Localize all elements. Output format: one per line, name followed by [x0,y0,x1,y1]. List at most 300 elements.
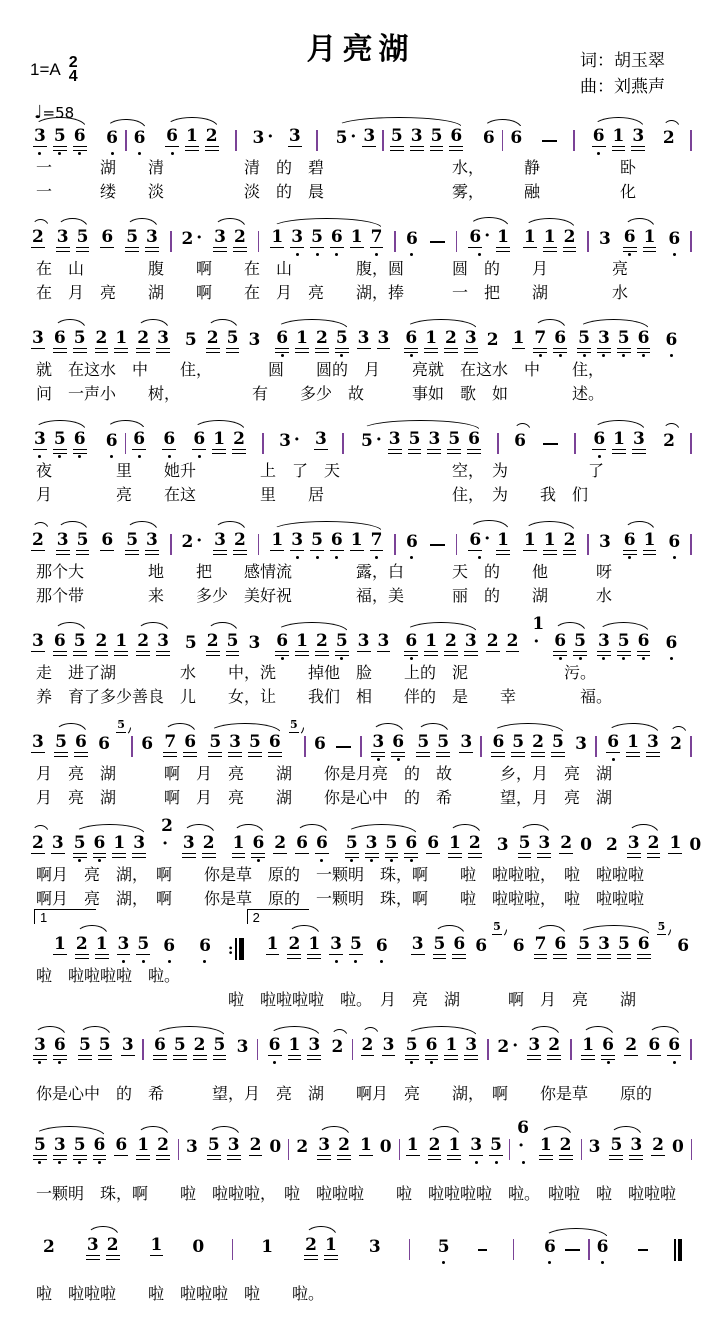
second-underline [86,1259,100,1260]
second-underline [112,857,126,858]
barline [690,1039,692,1060]
note: 6 [622,227,638,257]
slur-group [50,631,90,661]
slur-group [205,732,284,762]
note: 2 [204,126,220,156]
second-underline [73,352,87,353]
note: 3 [288,126,301,146]
note: 5 [334,328,350,358]
second-underline [491,756,505,757]
second-underline [424,352,438,353]
second-underline [226,655,240,656]
note: 3 [212,227,228,257]
second-underline [404,655,418,656]
second-underline [534,958,548,959]
note: 3 [368,1237,381,1257]
second-underline [185,150,199,151]
second-underline [416,756,430,757]
lyrics-line: 一颗明 珠，啊 啦 啦啦啦， 啦 啦啦啦 啦 啦啦啦啦 啦。 啦啦 啦 啦啦啦 [36,1186,677,1203]
low-octave-dot [98,1161,101,1164]
slur-group [624,833,664,863]
second-underline [553,958,567,959]
low-octave-dot [475,1161,478,1164]
barline [399,1139,400,1160]
note: 1 [271,530,284,550]
barline [487,1039,489,1060]
tie-arc [663,423,680,431]
barline [316,130,318,151]
note: 3 [382,1035,395,1055]
note: 1 [642,227,658,257]
note: 6 [663,330,679,358]
note: 1 [287,1035,303,1065]
low-octave-dot [138,455,141,458]
note: 6 [605,732,621,762]
note: 6 [648,1035,661,1055]
second-underline [496,554,510,555]
note: 5 [72,1135,88,1165]
low-octave-dot [390,859,393,862]
note: 3 [599,532,611,552]
note: 2 [530,732,546,762]
low-octave-dot [296,253,299,256]
note: 6 [274,631,290,661]
low-octave-dot [628,556,631,559]
note: 3 [357,631,370,651]
second-underline [54,756,68,757]
second-underline [609,1159,623,1160]
dash-extension [543,443,558,445]
slur-group [578,1035,618,1065]
second-underline [95,655,109,656]
low-octave-dot [340,354,343,357]
note: 6 [403,328,419,358]
barline [570,1039,572,1060]
tie-arc [663,120,680,128]
dash-extension [542,140,557,142]
note: 5 [446,429,462,459]
second-underline [601,1059,615,1060]
note: 3 [32,429,48,459]
note: 3 [155,328,171,358]
note: 6 [296,833,308,853]
key-label: 1=A [30,60,61,79]
note: 5 [517,833,533,863]
tie-arc [32,219,49,227]
second-underline [531,756,545,757]
low-octave-dot [579,657,582,660]
note: 6 [552,328,568,358]
note: 2 [30,227,46,257]
second-underline [156,1159,170,1160]
note: 5 [510,732,526,762]
lyrics-line: 养 育了多少善良 儿 女，让 我们 相 伴的 是 幸 福。 [36,689,613,706]
note: 6 [595,1237,611,1265]
note: 6 [390,732,406,762]
second-underline [573,655,587,656]
note: 3 [55,227,71,257]
credits [580,48,665,100]
second-underline [410,150,424,151]
slur-group [83,1235,123,1265]
second-underline [629,1159,643,1160]
slur-group [425,1135,465,1165]
second-underline [53,453,67,454]
barline [257,1039,259,1060]
second-underline [452,958,466,959]
low-octave-dot [38,455,41,458]
note: 3 [32,631,44,651]
note: 3 [32,328,44,348]
slur-group [133,328,173,358]
lyrics-line: 一 缕 淡 淡 的 晨 雾， 融 化 [36,184,637,201]
note: 1 [294,631,310,661]
second-underline [559,1159,573,1160]
rest: 0 [672,1137,684,1157]
second-underline [547,1059,561,1060]
music-system [0,114,721,204]
slur-group [133,1135,173,1165]
second-underline [518,857,532,858]
slur-group [445,833,485,863]
second-underline [408,453,422,454]
low-octave-dot [340,657,343,660]
note: 2· [161,816,173,854]
slur-group [401,631,480,661]
slur-group [189,429,249,459]
slur-group [574,934,653,964]
second-underline [543,251,557,252]
note: 6 [510,128,523,148]
note: 2 [486,330,499,350]
second-underline [553,352,567,353]
second-underline [156,352,170,353]
note: 5 · [361,430,382,451]
note: 6 [404,229,420,257]
low-octave-dot [354,960,357,963]
note: 1 [271,227,284,247]
note: 2 [94,328,110,358]
music-system [0,614,721,709]
note: 6 [404,532,420,560]
barline [360,736,362,757]
note: 5 [72,328,88,358]
barline [690,231,692,252]
note: 5 [247,732,263,762]
low-octave-dot [335,960,338,963]
second-underline [145,554,159,555]
second-underline [597,352,611,353]
second-underline [136,352,150,353]
second-underline [612,150,626,151]
second-underline [612,453,626,454]
note: 5 [616,328,632,358]
second-underline [145,251,159,252]
second-underline [232,453,246,454]
note: 1 [423,631,439,661]
low-octave-dot [38,1161,41,1164]
note: 2 [205,328,221,358]
second-underline [206,655,220,656]
note: 7 [532,328,548,358]
note: 2 · [497,1036,519,1057]
low-octave-dot [670,657,673,660]
low-octave-dot [548,1261,551,1264]
note: 2 [296,1137,309,1157]
second-underline [405,1059,419,1060]
low-octave-dot [410,859,413,862]
second-underline [433,958,447,959]
second-underline [335,352,349,353]
note: 2 [43,1237,55,1257]
note: 6 · [467,529,491,560]
note: 2 [443,631,459,661]
tie-arc [514,423,531,431]
dash-extension [638,1249,647,1251]
low-octave-dot [142,960,145,963]
slur-group [30,1135,109,1165]
grace-note: 5 [290,718,298,731]
slur-group [314,1135,354,1165]
low-octave-dot [397,758,400,761]
low-octave-dot [168,455,171,458]
low-octave-dot [642,354,645,357]
note: 3 [631,429,647,459]
note: 2 [205,631,221,661]
slur-group [479,128,526,156]
second-underline [404,857,418,858]
note: 3 [409,126,425,156]
second-underline [275,655,289,656]
second-underline [581,1059,595,1060]
second-underline [631,150,645,151]
low-octave-dot [296,556,299,559]
rest: 0 [689,835,702,855]
note: 5 [72,631,88,661]
low-octave-dot [335,556,338,559]
note: 5 [225,631,241,661]
note: 2 [94,631,110,661]
music-system [0,417,721,507]
note: 6 [622,530,638,560]
note: 5 [207,732,223,762]
music-system [0,816,721,911]
low-octave-dot [78,152,81,155]
barline [394,231,396,252]
second-underline [206,352,220,353]
low-octave-dot [410,354,413,357]
second-underline [98,1059,112,1060]
second-underline [553,655,567,656]
second-underline [317,1159,331,1160]
second-underline [537,857,551,858]
low-octave-dot [78,859,81,862]
rest: 0 [269,1137,282,1157]
second-underline [53,1159,67,1160]
note: 5 [415,732,431,762]
slur-group [102,429,149,459]
note: 2 [286,934,302,964]
low-octave-dot [171,152,174,155]
barline [170,534,172,555]
low-octave-dot [58,455,61,458]
second-underline [78,1059,92,1060]
slur-group [133,631,173,661]
note: 3 [630,126,646,156]
repeat-end-sign [228,938,244,960]
note: 1 [113,328,129,358]
low-octave-dot [58,152,61,155]
note: 6 [191,429,207,459]
slur-group [606,1135,646,1165]
systems-container [0,114,721,1306]
second-underline [193,1059,207,1060]
note: 2 [560,833,573,853]
note: 2 [232,227,248,257]
slur-group [265,1035,325,1065]
second-underline [637,352,651,353]
second-underline [365,857,379,858]
second-underline [73,150,87,151]
second-underline [228,756,242,757]
note: 5 [184,330,197,350]
note: 3 [599,229,611,249]
low-octave-dot [430,1061,433,1064]
slur-group [203,328,243,358]
second-underline [53,352,67,353]
second-underline [268,756,282,757]
note: 6 [267,1035,283,1065]
note: 1 [54,934,66,954]
barline [574,433,576,454]
note: 1 [150,1235,163,1255]
second-underline [577,352,591,353]
note: 5 [172,1035,188,1065]
note: 3 [227,732,243,762]
note: 6 [313,734,326,754]
note: 6 [666,1035,682,1065]
second-underline [646,756,660,757]
note: 1 [323,1235,339,1265]
barline [262,433,264,454]
slur-group [162,126,222,156]
slur-group [357,429,484,459]
note: 3 [55,530,71,560]
second-underline [430,150,444,151]
note: 5 [404,1035,420,1065]
note: 6 [374,936,390,964]
note: 1 [542,227,558,257]
second-underline [76,251,90,252]
second-underline [551,756,565,757]
barline [131,736,133,757]
second-underline [307,1059,321,1060]
note: 2 [249,1135,262,1155]
slur-group [267,227,386,257]
second-underline [388,453,402,454]
rest: 0 [192,1237,205,1257]
low-octave-dot [316,253,319,256]
note: 3 [121,1035,134,1055]
second-underline [182,857,196,858]
note: 6 [101,227,114,247]
note: 5 [389,126,405,156]
second-underline [617,655,631,656]
second-underline [114,655,128,656]
dash-extension [336,746,351,748]
note: 6 [164,126,180,156]
slur-group [536,1135,576,1165]
second-underline [637,655,651,656]
second-underline [75,958,89,959]
barline [456,534,458,555]
slur-group [574,328,653,358]
second-underline [251,857,265,858]
note: 6 [132,128,148,156]
slur-group [53,227,93,257]
barline [690,130,692,151]
note: 6 [427,833,440,853]
barline [573,130,575,151]
note: 1 [350,227,363,247]
note: 1· [532,614,545,652]
slur-group [520,530,580,560]
second-underline [315,655,329,656]
low-octave-dot [203,960,206,963]
notation-line [28,1223,695,1265]
second-underline [444,655,458,656]
low-octave-dot [670,354,673,357]
slur-group [70,833,149,863]
second-underline [447,1159,461,1160]
low-octave-dot [673,1061,676,1064]
note: 6 [552,631,568,661]
note: 1 [446,1135,462,1165]
second-underline [248,756,262,757]
second-underline [125,554,139,555]
note: 5 [407,429,423,459]
low-octave-dot [58,1161,61,1164]
barline [125,433,127,454]
note: 6 [636,631,652,661]
note: 5 · [335,127,357,148]
note: 3 [32,1035,48,1065]
note: 1 [611,429,627,459]
note: 6 [663,633,679,661]
composer-credit: 曲：刘燕声 [580,77,665,96]
low-octave-dot [559,354,562,357]
slur-group [368,732,408,762]
note: 6 [104,128,120,156]
note: 6 [475,936,488,956]
note: 6 [73,732,89,762]
repeat-thick-bar [239,938,244,960]
second-underline [295,655,309,656]
second-underline [304,1259,318,1260]
tie-arc [331,1029,348,1037]
note: 5 [53,732,69,762]
low-octave-dot [622,354,625,357]
slur-group [72,934,112,964]
second-underline [73,1159,87,1160]
note: 6 [542,1237,558,1265]
second-underline [74,756,88,757]
note: 3 [236,1037,249,1057]
slur-group [589,429,649,459]
low-octave-dot [410,1061,413,1064]
second-underline [295,352,309,353]
note: 3 [248,633,261,653]
